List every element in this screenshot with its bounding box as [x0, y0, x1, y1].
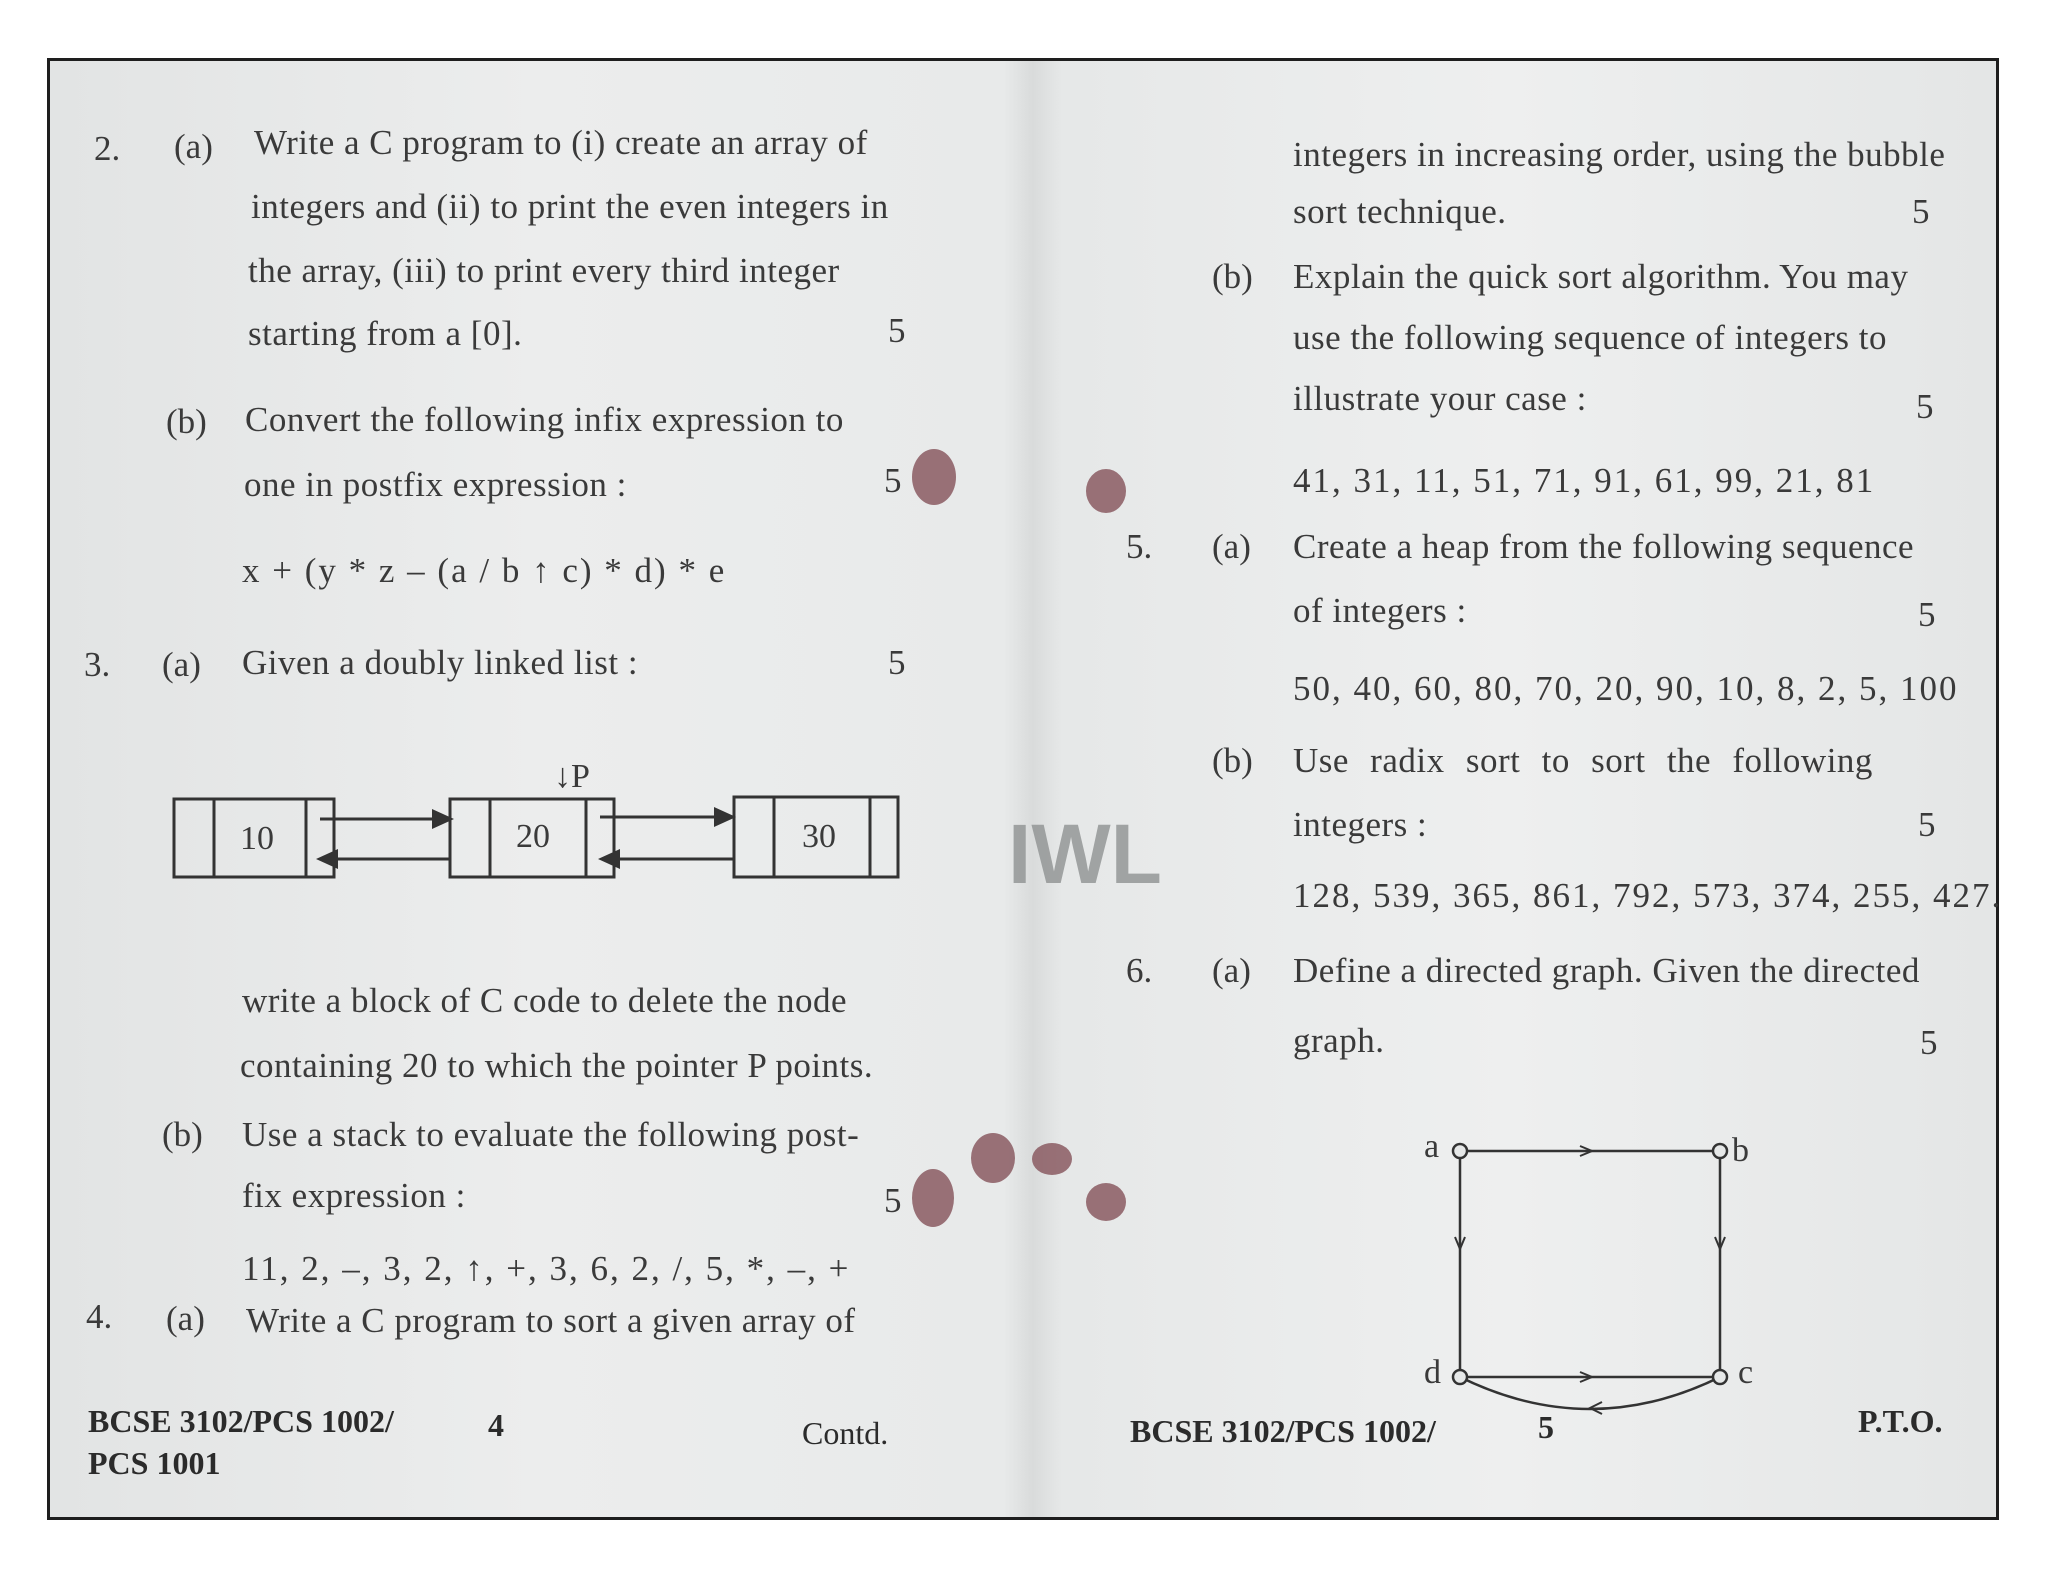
left-course-code-line-2: PCS 1001: [88, 1445, 221, 1481]
binding-hole-mark: [912, 449, 956, 505]
question-3a-after-line-1: write a block of C code to delete the node: [242, 981, 848, 1020]
question-5a-line-2: of integers :: [1293, 591, 1467, 630]
pointer-p-label: ↓P: [554, 758, 590, 795]
graph-label-c: c: [1738, 1354, 1754, 1391]
right-page-number: 5: [1538, 1409, 1554, 1445]
list-node-10-value: 10: [240, 820, 274, 857]
binding-hole-mark: [1032, 1143, 1072, 1175]
question-2a-line-4: starting from a [0].: [248, 314, 523, 353]
question-6a-label: (a): [1212, 951, 1251, 990]
question-2a-marks: 5: [888, 311, 906, 350]
quick-sort-sequence: 41, 31, 11, 51, 71, 91, 61, 99, 21, 81: [1293, 461, 1876, 500]
prev-arrow-30-to-20: [598, 849, 734, 869]
question-2a-line-1: Write a C program to (i) create an array of: [254, 123, 868, 162]
edge-d-to-c: [1460, 1372, 1714, 1382]
doubly-linked-list-diagram: [170, 741, 970, 881]
question-6-number: 6.: [1126, 951, 1153, 990]
question-4a-line-1: Write a C program to sort a given array of: [246, 1301, 856, 1340]
question-2b-line-2: one in postfix expression :: [244, 465, 627, 504]
question-4b-line-3: illustrate your case :: [1293, 379, 1587, 418]
exam-paper-spread: [47, 58, 2003, 1520]
question-2-number: 2.: [94, 129, 121, 168]
next-arrow-20-to-30: [600, 807, 736, 827]
question-2b-label: (b): [166, 402, 207, 441]
question-4b-line-2: use the following sequence of integers to: [1293, 318, 1887, 357]
list-node-20: [450, 799, 614, 877]
question-5b-line-1: Use radix sort to sort the following: [1293, 741, 1873, 780]
question-2b-marks: 5: [884, 461, 902, 500]
question-2a-label: (a): [174, 127, 213, 166]
question-6a-line-2: graph.: [1293, 1021, 1385, 1060]
graph-vertex-a: [1453, 1144, 1467, 1158]
question-6a-line-1: Define a directed graph. Given the directed: [1293, 951, 1920, 990]
question-3a-line-1: Given a doubly linked list :: [242, 643, 639, 682]
question-4b-marks: 5: [1916, 387, 1934, 426]
directed-graph-diagram: [1420, 1101, 1760, 1391]
question-4a-label: (a): [166, 1299, 205, 1338]
question-4-number: 4.: [86, 1297, 113, 1336]
graph-vertex-b: [1713, 1144, 1727, 1158]
pto-note: P.T.O.: [1858, 1403, 1943, 1439]
question-3a-marks: 5: [888, 643, 906, 682]
edge-c-to-d-curved: [1460, 1377, 1720, 1414]
graph-label-a: a: [1424, 1128, 1440, 1165]
question-3a-label: (a): [162, 645, 201, 684]
left-page-number: 4: [488, 1407, 504, 1443]
question-3b-label: (b): [162, 1115, 203, 1154]
infix-expression: x + (y * z – (a / b ↑ c) * d) * e: [242, 551, 727, 590]
question-4b-line-1: Explain the quick sort algorithm. You may: [1293, 257, 1909, 296]
graph-vertex-c: [1713, 1370, 1727, 1384]
graph-vertex-d: [1453, 1370, 1467, 1384]
binding-hole-mark: [912, 1169, 954, 1227]
radix-sort-sequence: 128, 539, 365, 861, 792, 573, 374, 255, 427.: [1293, 876, 2003, 915]
question-2a-line-2: integers and (ii) to print the even integers in: [251, 187, 889, 226]
question-4a-marks: 5: [1912, 192, 1930, 231]
question-3a-after-line-2: containing 20 to which the pointer P points.: [240, 1046, 874, 1085]
question-4a-cont-line-1: integers in increasing order, using the bubble: [1293, 135, 1946, 174]
contd-note: Contd.: [802, 1415, 889, 1451]
question-5b-line-2: integers :: [1293, 805, 1428, 844]
question-5b-marks: 5: [1918, 805, 1936, 844]
question-3b-line-1: Use a stack to evaluate the following post-: [242, 1115, 860, 1154]
watermark: IWL: [1008, 807, 1162, 901]
question-4b-label: (b): [1212, 257, 1253, 296]
binding-hole-mark: [971, 1133, 1015, 1183]
binding-hole-mark: [1086, 469, 1126, 513]
question-5a-label: (a): [1212, 527, 1251, 566]
edge-a-to-b: [1460, 1146, 1714, 1156]
list-node-20-value: 20: [516, 818, 550, 855]
question-5a-line-1: Create a heap from the following sequence: [1293, 527, 1915, 566]
question-2b-line-1: Convert the following infix expression to: [245, 400, 844, 439]
heap-sequence: 50, 40, 60, 80, 70, 20, 90, 10, 8, 2, 5, 100: [1293, 669, 1959, 708]
prev-arrow-20-to-10: [316, 849, 450, 869]
next-arrow-10-to-20: [320, 809, 454, 829]
list-node-30: [734, 797, 898, 877]
left-course-code-line-1: BCSE 3102/PCS 1002/: [88, 1403, 394, 1439]
question-3b-line-2: fix expression :: [242, 1176, 466, 1215]
right-course-code-line-1: BCSE 3102/PCS 1002/: [1130, 1413, 1436, 1449]
graph-label-b: b: [1732, 1132, 1749, 1169]
question-5b-label: (b): [1212, 741, 1253, 780]
edge-b-to-c: [1715, 1151, 1725, 1377]
question-2a-line-3: the array, (iii) to print every third integer: [248, 251, 840, 290]
question-6a-marks: 5: [1920, 1023, 1938, 1062]
list-node-30-value: 30: [802, 818, 836, 855]
postfix-expression: 11, 2, –, 3, 2, ↑, +, 3, 6, 2, /, 5, *, –, +: [242, 1249, 851, 1288]
list-node-10: [174, 799, 334, 877]
question-3-number: 3.: [84, 645, 111, 684]
question-5a-marks: 5: [1918, 595, 1936, 634]
binding-hole-mark: [1086, 1183, 1126, 1221]
question-3b-marks: 5: [884, 1181, 902, 1220]
question-5-number: 5.: [1126, 527, 1153, 566]
graph-label-d: d: [1424, 1354, 1441, 1391]
edge-a-to-d: [1455, 1151, 1465, 1377]
question-4a-cont-line-2: sort technique.: [1293, 192, 1507, 231]
